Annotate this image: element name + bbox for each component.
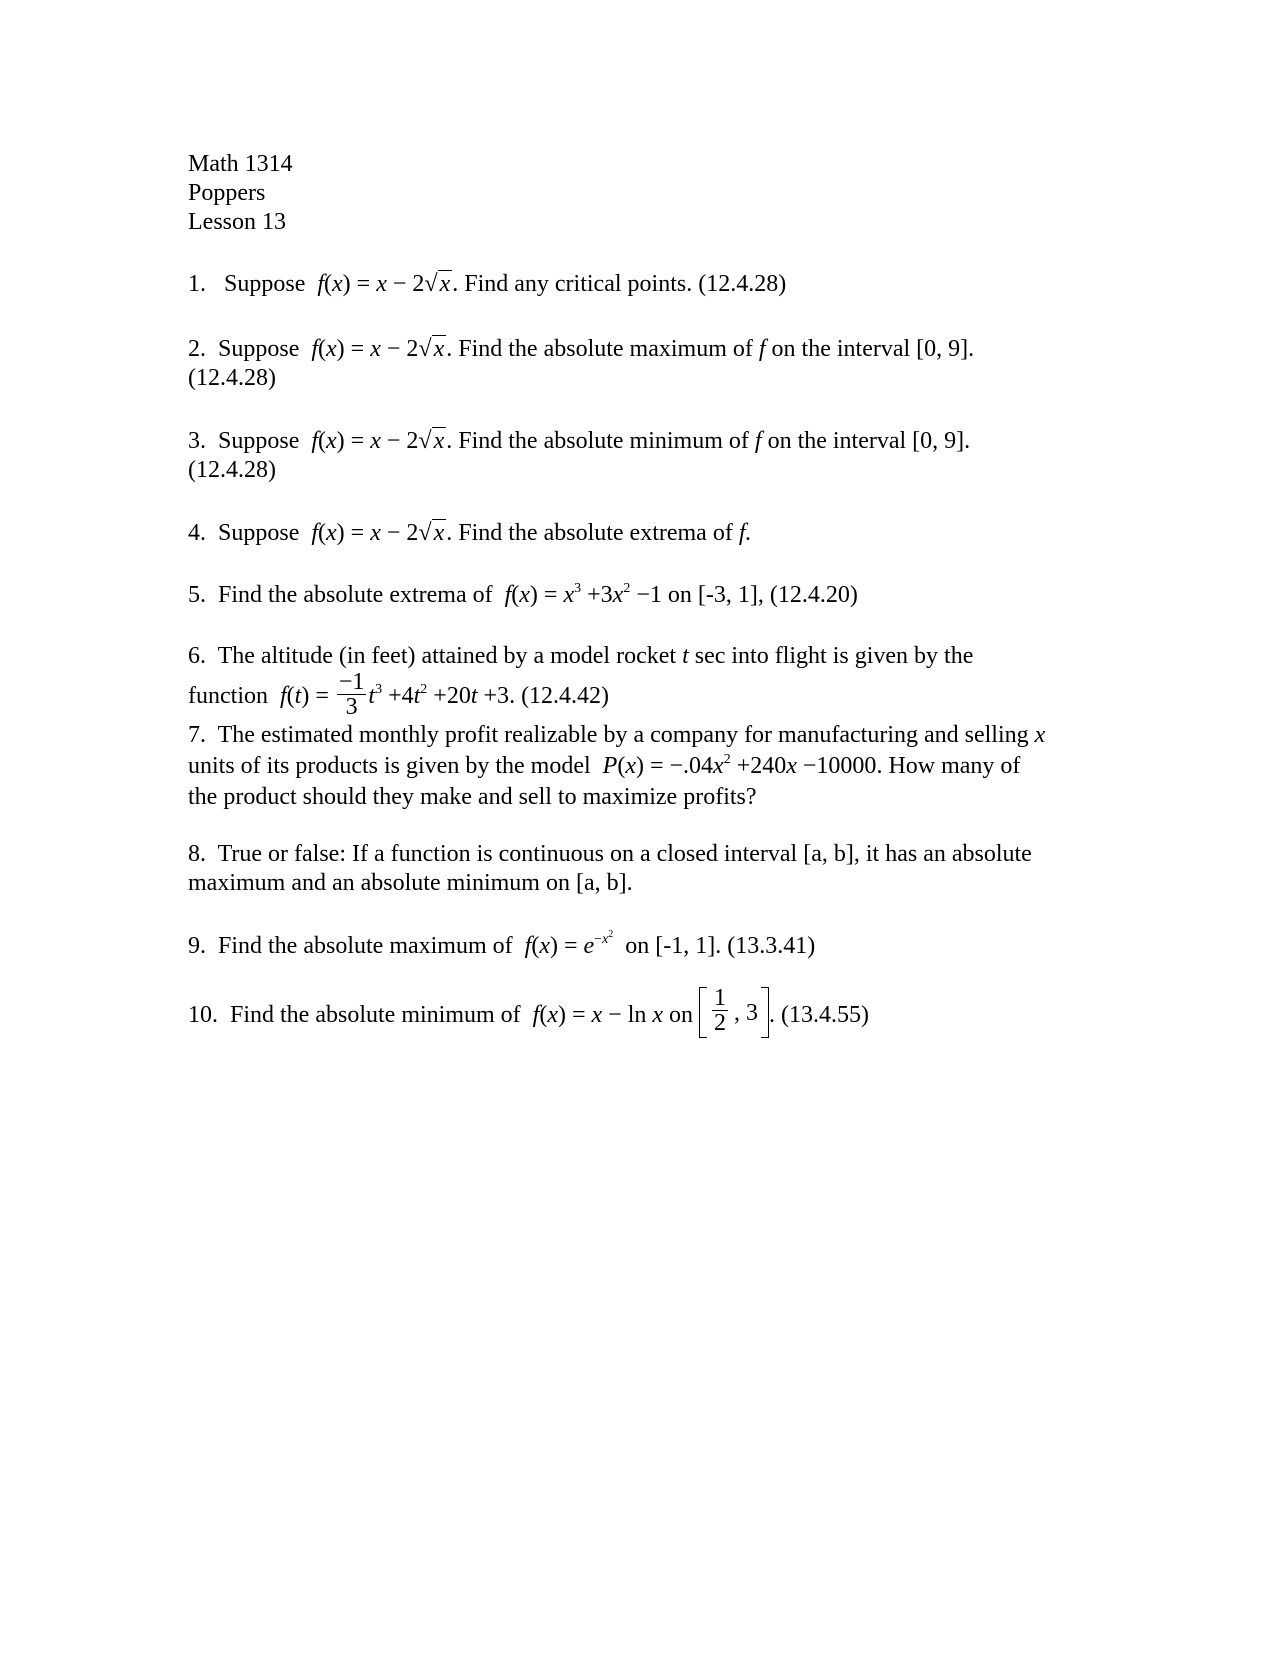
worksheet-title: Poppers <box>188 180 266 206</box>
problem-7: 7. The estimated monthly profit realizable by a company for manufacturing and selling x units of its products is given by the model $P(x) = -.04x^2 +240x -10000$. How many of the product should they make and sell to maximize profits? <box>188 722 1046 810</box>
sqrt-x: √x <box>424 271 451 297</box>
header <box>188 150 1088 237</box>
worksheet <box>188 150 1088 1042</box>
problem-10: 10. Find the absolute minimum of f(x) = x − ln x on $\frac{1}{2}$ , 3 . (13.4.55) <box>188 985 870 1036</box>
interval-bracket: $\frac{1}{2}$ , 3 <box>699 987 769 1038</box>
problem-2: 2. Suppose f(x) = x − 2√x. Find the absolute maximum of f on the interval [0, 9]. (12.4.28) <box>188 336 975 391</box>
problem-5: 5. Find the absolute extrema of $f(x) = x^3 +3x^2 -1$ on [-3, 1], (12.4.20) <box>188 581 858 608</box>
course-title: Math 1314 <box>188 151 293 177</box>
problem-9: 9. Find the absolute maximum of $f(x) = e^{-x^2}$ on [-1, 1]. (13.3.41) <box>188 929 816 959</box>
problem-8: 8. True or false: If a function is continuous on a closed interval [a, b], it has an absolute maximum and an absolute minimum on [a, b]. <box>188 841 1032 896</box>
problem-3: 3. Suppose f(x) = x − 2√x. Find the absolute minimum of f on the interval [0, 9]. (12.4.28) <box>188 428 971 483</box>
problem-4: 4. Suppose f(x) = x − 2√x. Find the absolute extrema of f. <box>188 520 752 546</box>
problem-6: 6. The altitude (in feet) attained by a model rocket t sec into flight is given by the function f(t) = $\frac{-1}{3}$ $t^3 +4t^2 +20t +3$. (12.4.42) <box>188 643 974 720</box>
problem-1: 1. Suppose f(x) = x − 2√x. Find any critical points. (12.4.28) <box>188 271 787 297</box>
fraction-neg-one-third: $\frac{-1}{3}$ <box>338 669 365 720</box>
formula-f-x: f <box>317 271 325 297</box>
lesson-title: Lesson 13 <box>188 209 286 235</box>
